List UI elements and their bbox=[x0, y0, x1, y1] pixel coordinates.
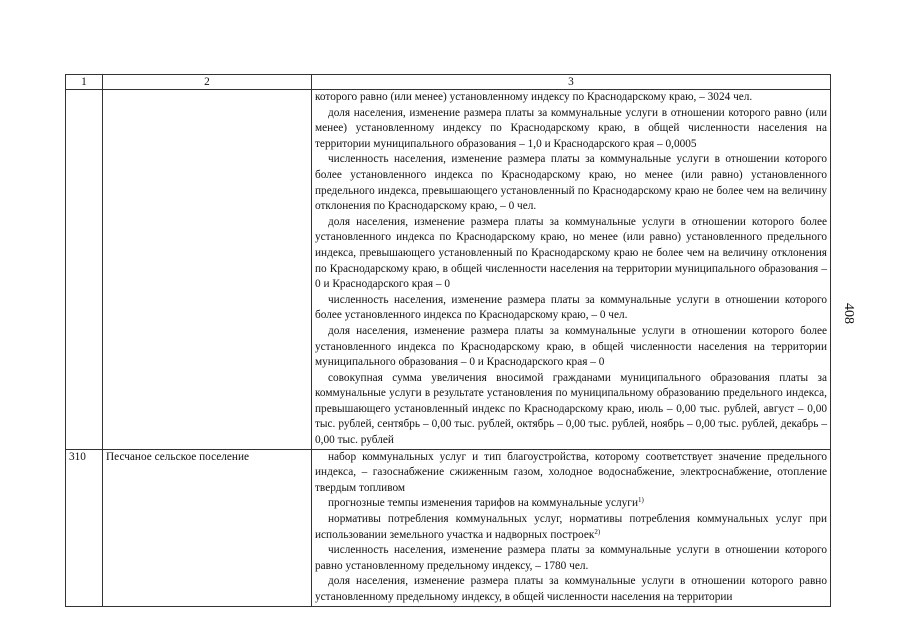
paragraph bbox=[315, 512, 827, 543]
header-col-1: 1 bbox=[66, 75, 103, 90]
header-col-3: 3 bbox=[312, 75, 831, 90]
table-row bbox=[66, 90, 831, 450]
paragraph: доля населения, изменение размера платы за коммунальные услуги в отношении которого более установленного индекса по Краснодарскому краю, в общей численности населения на территории муниципального образования – 0 и Краснодарского края – 0 bbox=[315, 324, 827, 369]
paragraph bbox=[315, 496, 827, 512]
paragraph-text: прогнозные темпы изменения тарифов на коммунальные услуги bbox=[328, 497, 638, 510]
table-row bbox=[66, 449, 831, 606]
paragraph: доля населения, изменение размера платы за коммунальные услуги в отношении которого более установленного индекса по Краснодарскому краю, но менее (или равно) установленного предельного индекса, превышающего установленный по Краснодарскому краю не более чем на величину отклонения по Краснодарскому краю, в общей численности населения на территории муниципального образования – 0 и Краснодарского края – 0 bbox=[315, 215, 827, 291]
paragraph: которого равно (или менее) установленному индексу по Краснодарскому краю, – 3024 чел. bbox=[315, 91, 753, 103]
row-number: 310 bbox=[66, 449, 103, 606]
footnote-ref: 2) bbox=[594, 527, 601, 536]
document-table bbox=[65, 74, 831, 607]
paragraph: доля населения, изменение размера платы за коммунальные услуги в отношении которого равно (или менее) установленному индексу по Краснодарскому краю, в общей численности населения на территории муниципального образования – 1,0 и Краснодарского края – 0,0005 bbox=[315, 106, 827, 150]
header-col-2: 2 bbox=[103, 75, 312, 90]
row-content bbox=[312, 449, 831, 606]
paragraph-text: нормативы потребления коммунальных услуг, нормативы потребления коммунальных услуг при использовании земельного участка и надворных построек bbox=[315, 513, 827, 541]
paragraph: численность населения, изменение размера платы за коммунальные услуги в отношении которого равно установленному предельному индексу, – 1780 чел. bbox=[315, 544, 827, 572]
paragraph: совокупная сумма увеличения вносимой гражданами муниципального образования платы за коммунальные услуги в результате установления по муниципальному образованию предельного индекса, превышающего установленный индекс по Краснодарскому краю, июль – 0,00 тыс. рублей, август – 0,00 тыс. рублей, сентябрь – 0,00 тыс. рублей, октябрь – 0,00 тыс. рублей, ноябрь – 0,00 тыс. рублей, декабрь – 0,00 тыс. рублей bbox=[315, 371, 827, 447]
page-number: 408 bbox=[841, 303, 856, 324]
paragraph: доля населения, изменение размера платы за коммунальные услуги в отношении которого равно установленному предельному индексу, в общей численности населения на территории bbox=[315, 575, 827, 603]
row-content bbox=[312, 90, 831, 450]
footnote-ref: 1) bbox=[638, 496, 644, 505]
paragraph: численность населения, изменение размера платы за коммунальные услуги в отношении которого более установленного индекса по Краснодарскому краю, – 0 чел. bbox=[315, 293, 827, 322]
table-header-row bbox=[66, 75, 831, 90]
paragraph: численность населения, изменение размера платы за коммунальные услуги в отношении которого более установленного индекса по Краснодарскому краю, но менее (или равно) установленного предельного индекса, превышающего установленный по Краснодарскому краю не более чем на величину отклонения по Краснодарскому краю, – 0 чел. bbox=[315, 153, 827, 213]
row-name bbox=[103, 90, 312, 450]
paragraph: набор коммунальных услуг и тип благоустройства, которому соответствует значение предельного индекса, – газоснабжение сжиженным газом, холодное водоснабжение, электроснабжение, отопление твердым топливом bbox=[315, 450, 827, 494]
row-name: Песчаное сельское поселение bbox=[103, 449, 312, 606]
row-number bbox=[66, 90, 103, 450]
